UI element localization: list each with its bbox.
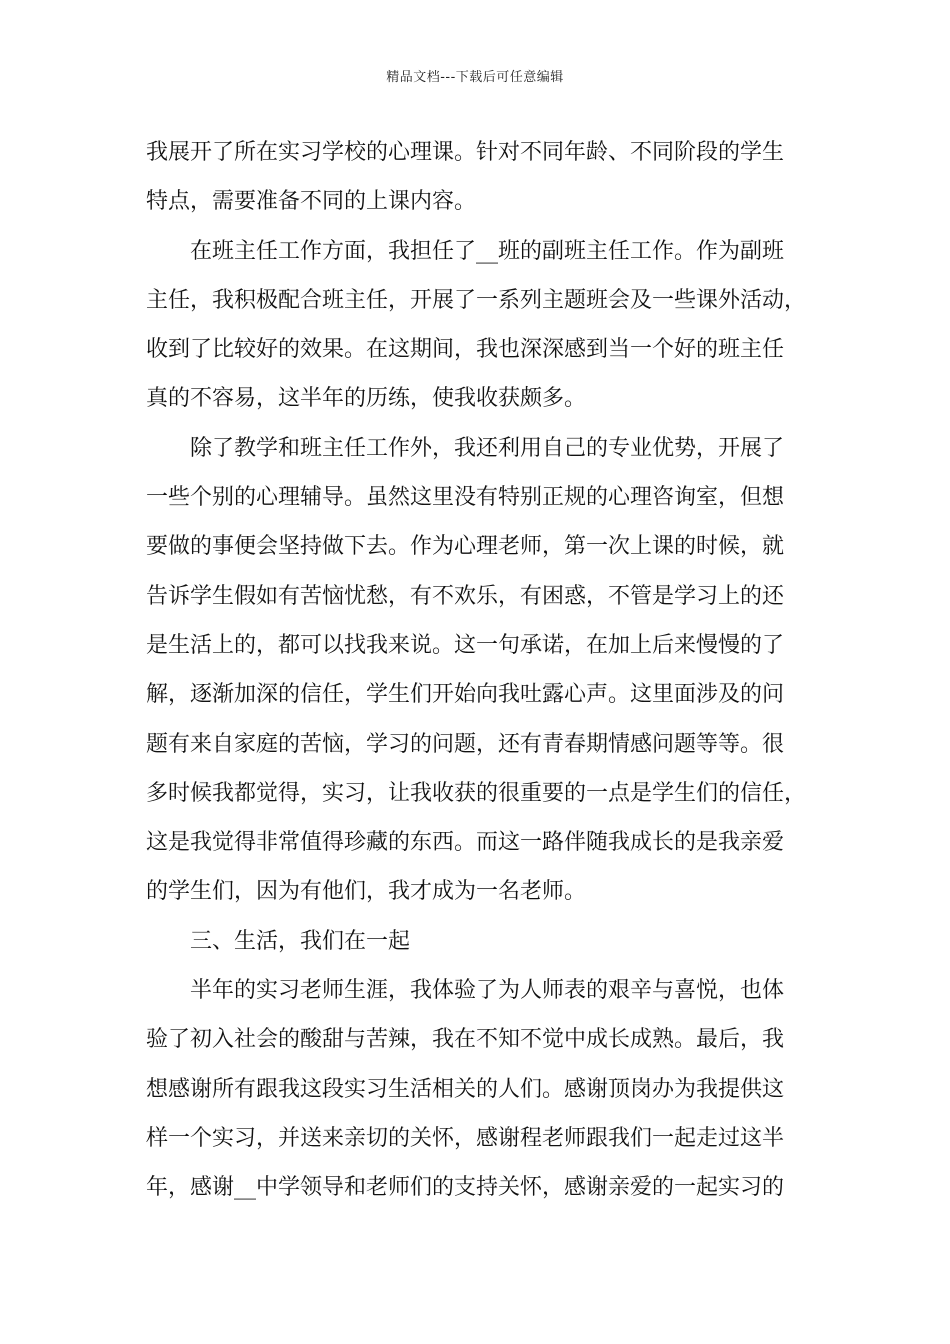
text-line: 一些个别的心理辅导。虽然这里没有特别正规的心理咨询室，但想 (146, 485, 785, 511)
text-line: 是生活上的，都可以找我来说。这一句承诺，在加上后来慢慢的了 (146, 632, 785, 658)
page-header: 精品文档---下载后可任意编辑 (386, 70, 564, 85)
text-line: 要做的事便会坚持做下去。作为心理老师，第一次上课的时候，就 (146, 534, 785, 560)
text-line: 的学生们，因为有他们，我才成为一名老师。 (146, 879, 587, 905)
text-line: 特点，需要准备不同的上课内容。 (146, 189, 477, 215)
text-line: 三、生活，我们在一起 (190, 928, 411, 954)
text-line: 半年的实习老师生涯，我体验了为人师表的艰辛与喜悦，也体 (190, 978, 785, 1004)
text-line: 多时候我都觉得，实习，让我收获的很重要的一点是学生们的信任， (146, 780, 807, 806)
text-line: 在班主任工作方面，我担任了__班的副班主任工作。作为副班 (190, 238, 785, 264)
text-line: 除了教学和班主任工作外，我还利用自己的专业优势，开展了 (190, 435, 785, 461)
text-line: 这是我觉得非常值得珍藏的东西。而这一路伴随我成长的是我亲爱 (146, 830, 785, 856)
text-line: 真的不容易，这半年的历练，使我收获颇多。 (146, 386, 587, 412)
text-line: 想感谢所有跟我这段实习生活相关的人们。感谢顶岗办为我提供这 (146, 1076, 785, 1102)
text-line: 年，感谢__中学领导和老师们的支持关怀，感谢亲爱的一起实习的 (146, 1175, 785, 1201)
text-line: 解，逐渐加深的信任，学生们开始向我吐露心声。这里面涉及的问 (146, 682, 785, 708)
document-body (146, 128, 806, 1213)
text-line: 题有来自家庭的苦恼，学习的问题，还有青春期情感问题等等。很 (146, 731, 785, 757)
text-line: 收到了比较好的效果。在这期间，我也深深感到当一个好的班主任 (146, 337, 785, 363)
text-line: 验了初入社会的酸甜与苦辣，我在不知不觉中成长成熟。最后，我 (146, 1027, 785, 1053)
text-line: 主任，我积极配合班主任，开展了一系列主题班会及一些课外活动， (146, 287, 807, 313)
text-line: 告诉学生假如有苦恼忧愁，有不欢乐，有困惑，不管是学习上的还 (146, 583, 785, 609)
text-line: 样一个实习，并送来亲切的关怀，感谢程老师跟我们一起走过这半 (146, 1125, 785, 1151)
text-line: 我展开了所在实习学校的心理课。针对不同年龄、不同阶段的学生 (146, 140, 785, 165)
